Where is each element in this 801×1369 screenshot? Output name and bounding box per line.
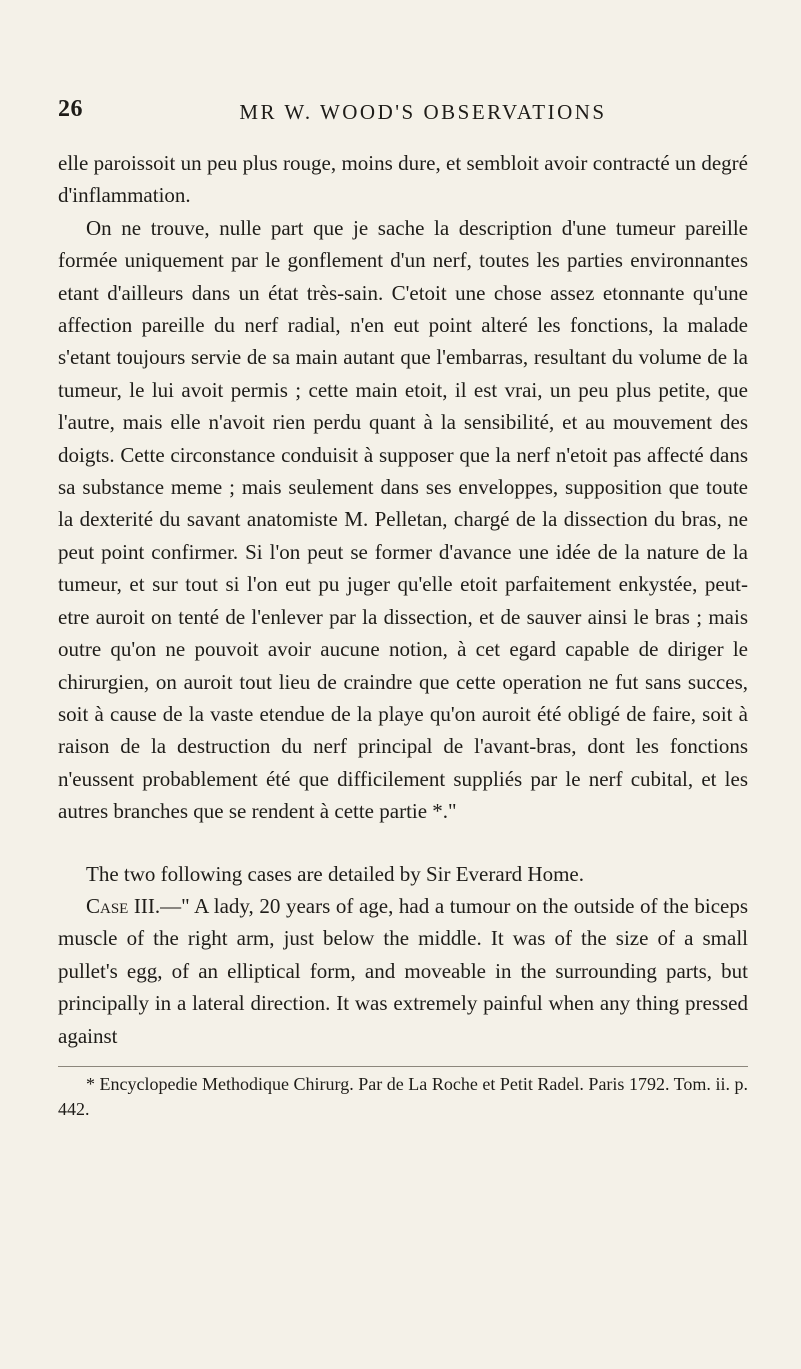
page-number: 26 [58, 96, 83, 122]
case-label: Case III. [86, 893, 161, 918]
paragraph-case-three [58, 890, 748, 1052]
case-three-text: —" A lady, 20 years of age, had a tumour on the outside of the biceps muscle of the right arm, just below the middle. It was of the size of a small pullet's egg, of an elliptical form, and moveable in the surrounding parts, but principally in a lateral direction. It was extremely painful when any thing pressed against [58, 893, 749, 1048]
footnote-divider [58, 1066, 748, 1067]
paragraph-intro-cases: The two following cases are detailed by Sir Everard Home. [86, 861, 585, 886]
body-text [58, 147, 748, 1052]
paragraph-french-quote: On ne trouve, nulle part que je sache la description d'une tumeur pareille formée uniquement par le gonflement d'un nerf, toutes les parties environnantes etant d'ailleurs dans un état très-sain. C'etoit une chose assez etonnante qu'une affection pareille du nerf radial, n'en eut point alteré les fonctions, la malade s'etant toujours servie de sa main autant que l'embarras, resultant du volume de la tumeur, le lui avoit permis ; cette main etoit, il est vrai, un peu plus petite, que l'autre, mais elle n'avoit rien perdu quant à la sensibilité, et au mouvement des doigts. Cette circonstance conduisit à supposer que la nerf n'etoit pas affecté dans sa substance meme ; mais seulement dans ses enveloppes, supposition que toute la dexterité du savant anatomiste M. Pelletan, chargé de la dissection du bras, ne peut point confirmer. Si l'on peut se former d'avance une idée de la nature de la tumeur, et sur tout si l'on eut pu juger qu'elle etoit parfaitement enkystée, peut-etre auroit on tenté de l'enlever par la dissection, et de sauver ainsi le bras ; mais outre qu'on ne pouvoit avoir aucune notion, à cet egard capable de diriger le chirurgien, on auroit tout lieu de craindre que cette operation ne fut sans succes, soit à cause de la vaste etendue de la playe qu'on auroit été obligé de faire, soit à raison de la destruction du nerf principal de l'avant-bras, dont les fonctions n'eussent probablement été que difficilement suppliés par le nerf cubital, et les autres branches que se rendent à cette partie *." [58, 215, 748, 824]
paragraph-continuation: elle paroissoit un peu plus rouge, moins dure, et sembloit avoir contracté un degré d'inflammation. [58, 151, 748, 208]
footnote [58, 1072, 748, 1122]
footnote-text: * Encyclopedie Methodique Chirurg. Par de La Roche et Petit Radel. Paris 1792. Tom. ii. p. 442. [58, 1074, 748, 1119]
running-head: MR W. WOOD'S OBSERVATIONS [239, 100, 607, 124]
page-header [58, 96, 748, 130]
